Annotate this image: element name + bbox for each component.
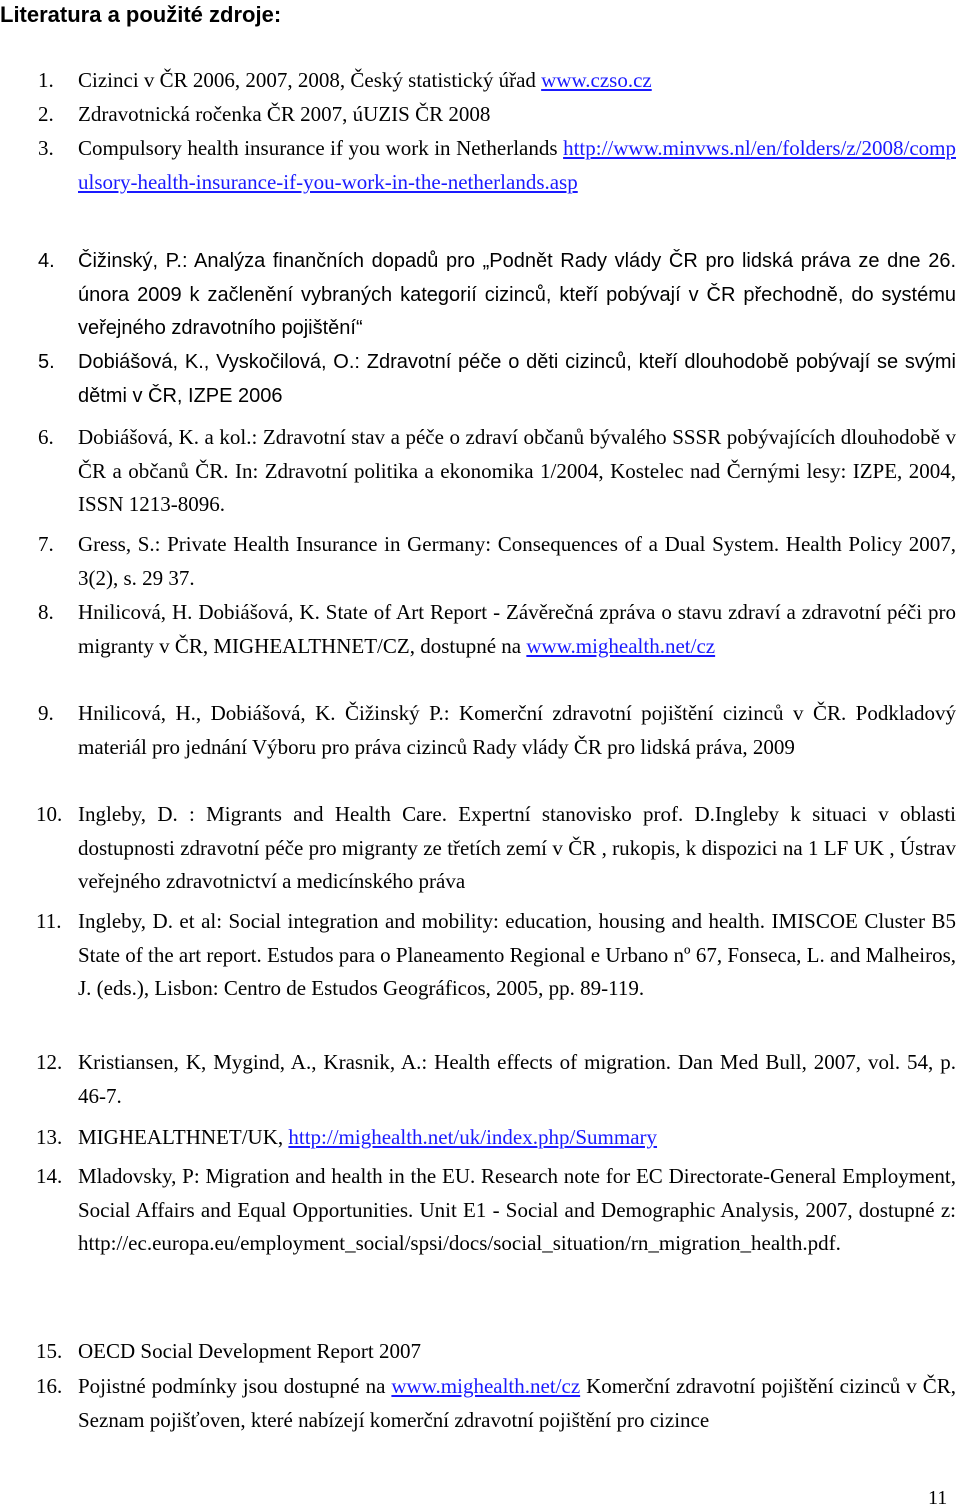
reference-number: 15. [36, 1339, 63, 1363]
reference-text [78, 1160, 956, 1261]
reference-link[interactable]: www.mighealth.net/cz [391, 1374, 581, 1398]
reference-text [78, 1046, 956, 1113]
reference-item [0, 245, 956, 346]
reference-text [78, 346, 956, 413]
reference-text-part: Hnilicová, H. Dobiášová, K. State of Art Report - Závěrečná zpráva o stavu zdraví a zdravotní péči pro migranty v ČR, MIGHEALTHNET/CZ, dostupné na [78, 600, 956, 658]
reference-text-part: Cizinci v ČR 2006, 2007, 2008, Český statistický úřad [78, 68, 542, 92]
reference-text-part: Ingleby, D. : Migrants and Health Care. Expertní stanovisko prof. D.Ingleby k situaci v oblasti dostupnosti zdravotní péče pro migranty ze třetích zemí v ČR , rukopis, k dispozici na 1 LF UK , Ústrav veřejného zdravotnictví a medicínského práva [78, 802, 956, 894]
reference-item [0, 798, 956, 899]
reference-number: 14. [36, 1164, 63, 1188]
reference-text [78, 596, 956, 663]
reference-item [0, 1370, 956, 1437]
reference-text-part: Dobiášová, K. a kol.: Zdravotní stav a péče o zdraví občanů bývalého SSSR pobývajících dlouhodobě v ČR a občanů ČR. In: Zdravotní politika a ekonomika 1/2004, Kostelec nad Černými lesy: IZPE, 2004, ISSN 1213-8096. [78, 425, 956, 517]
reference-number: 11. [36, 909, 62, 933]
reference-text-part: OECD Social Development Report 2007 [78, 1339, 421, 1363]
reference-text [78, 98, 956, 132]
reference-text [78, 905, 956, 1006]
reference-item [0, 1046, 956, 1113]
reference-item [0, 1160, 956, 1261]
reference-link[interactable]: http://www.minvws.nl/en/folders/z/2008/compulsory-health-insurance-if-you-work-in-the-netherlands.asp [78, 136, 956, 194]
reference-item [0, 421, 956, 522]
reference-text-part: Pojistné podmínky jsou dostupné na [78, 1374, 392, 1398]
reference-number: 13. [36, 1125, 63, 1149]
reference-item [0, 697, 956, 764]
reference-number: 12. [36, 1050, 63, 1074]
reference-item [0, 1121, 956, 1155]
reference-item [0, 596, 956, 663]
reference-text-part: Zdravotnická ročenka ČR 2007, úUZIS ČR 2008 [78, 102, 491, 126]
reference-text-part: Compulsory health insurance if you work in Netherlands [78, 136, 564, 160]
reference-text-part: Gress, S.: Private Health Insurance in Germany: Consequences of a Dual System. Health Policy 2007, 3(2), s. 29 37. [78, 532, 956, 590]
reference-text [78, 697, 956, 764]
reference-text-part: MIGHEALTHNET/UK, [78, 1125, 289, 1149]
reference-text-part: Ingleby, D. et al: Social integration and mobility: education, housing and health. IMISCOE Cluster B5 State of the art report. Estudos para o Planeamento Regional e Urbano nº 67, Fonseca, L. and Malheiros, J. (eds.), Lisbon: Centro de Estudos Geográficos, 2005, pp. 89-119. [78, 909, 956, 1001]
reference-number: 7. [38, 532, 54, 556]
reference-number: 6. [38, 425, 54, 449]
reference-item [0, 1335, 956, 1369]
page-number: 11 [928, 1487, 948, 1509]
reference-text-part: Dobiášová, K., Vyskočilová, O.: Zdravotní péče o děti cizinců, kteří dlouhodobě pobývají se svými dětmi v ČR, IZPE 2006 [78, 351, 956, 407]
reference-number: 8. [38, 600, 54, 624]
reference-item [0, 98, 956, 132]
reference-link[interactable]: http://mighealth.net/uk/index.php/Summary [288, 1125, 658, 1149]
reference-item [0, 132, 956, 199]
reference-item [0, 905, 956, 1006]
reference-text [78, 421, 956, 522]
reference-text [78, 245, 956, 346]
reference-text [78, 1121, 956, 1155]
reference-text-part: Kristiansen, K, Mygind, A., Krasnik, A.: Health effects of migration. Dan Med Bull, 2007, vol. 54, p. 46-7. [78, 1050, 956, 1108]
reference-number: 16. [36, 1374, 63, 1398]
reference-text-part: Mladovsky, P: Migration and health in the EU. Research note for EC Directorate-General Employment, Social Affairs and Equal Opportunities. Unit E1 - Social and Demographic Analysis, 2007, dostupné z: http://ec.europa.eu/employment_social/spsi/docs/social_situation/rn_migration_health.pdf. [78, 1164, 956, 1256]
reference-text [78, 798, 956, 899]
reference-link[interactable]: www.czso.cz [541, 68, 652, 92]
reference-link[interactable]: www.mighealth.net/cz [526, 633, 716, 658]
reference-number: 1. [38, 68, 54, 92]
reference-text [78, 528, 956, 595]
reference-text [78, 132, 956, 199]
reference-item [0, 528, 956, 595]
reference-text [78, 1370, 956, 1437]
reference-number: 9. [38, 701, 54, 725]
reference-number: 3. [38, 136, 54, 160]
reference-number: 2. [38, 102, 54, 126]
reference-text [78, 1335, 956, 1369]
reference-item [0, 64, 956, 98]
reference-text [78, 64, 956, 98]
reference-text-part: Komerční zdravotní pojištění cizinců v ČR, Seznam pojišťoven, které nabízejí komerční zdravotní pojištění pro cizince [78, 1374, 957, 1432]
reference-number: 5. [38, 351, 55, 373]
reference-item [0, 346, 956, 413]
reference-text-part: Čižinský, P.: Analýza finančních dopadů pro „Podnět Rady vlády ČR pro lidská práva ze dne 26. února 2009 k začlenění vybraných kategorií cizinců, kteří pobývají v ČR přechodně, do systému veřejného zdravotního pojištění“ [78, 250, 956, 340]
reference-text-part: Hnilicová, H., Dobiášová, K. Čižinský P.: Komerční zdravotní pojištění cizinců v ČR. Podkladový materiál pro jednání Výboru pro práva cizinců Rady vlády ČR pro lidská práva, 2009 [78, 701, 956, 759]
page-heading: Literatura a použité zdroje: [0, 2, 282, 27]
reference-number: 10. [36, 802, 63, 826]
reference-number: 4. [38, 250, 55, 272]
